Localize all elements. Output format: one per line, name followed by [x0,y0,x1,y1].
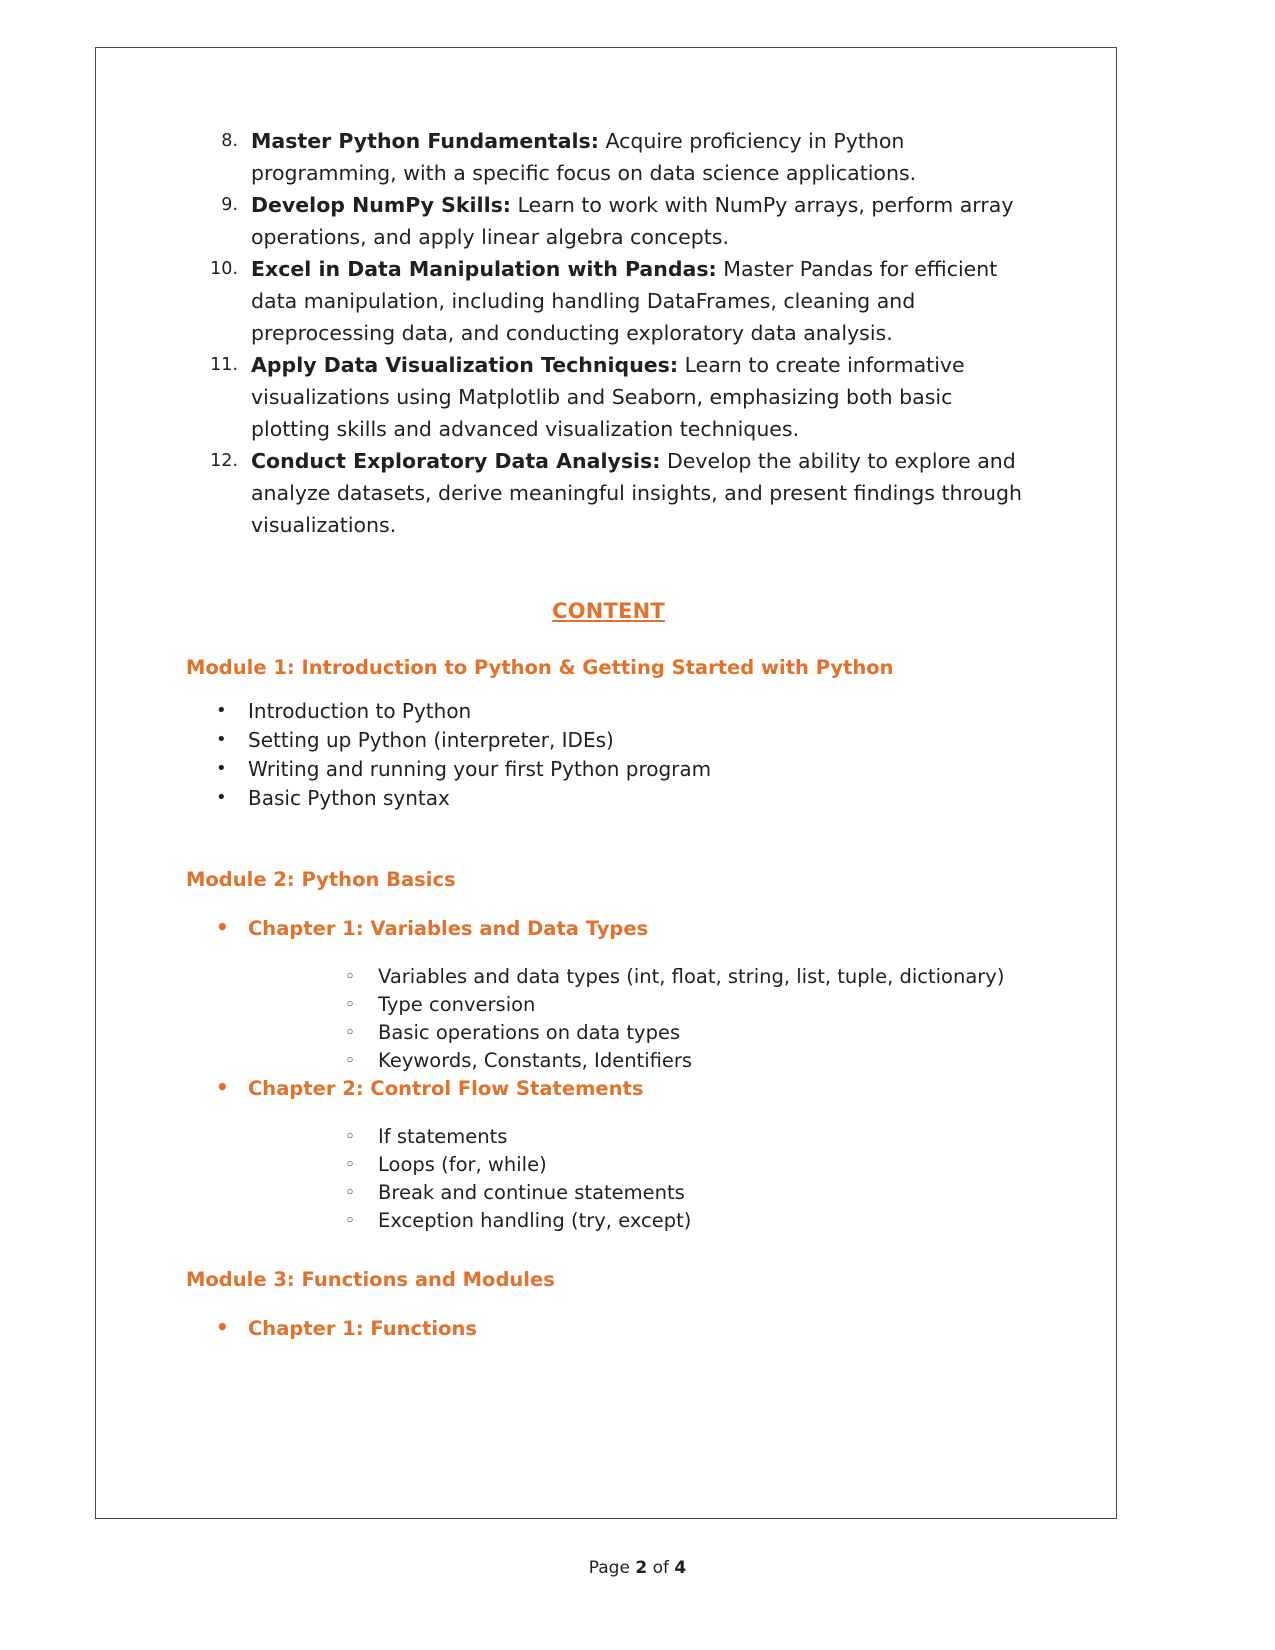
list-item [186,253,1031,349]
list-item: ◦ Variables and data types (int, float, string, list, tuple, dictionary) [248,963,1031,991]
content-section-heading: CONTENT [552,599,665,623]
module-2-title: Module 2: Python Basics [186,868,456,891]
list-item: • Introduction to Python [186,697,1031,726]
chapter-subitem-list [248,1123,1031,1235]
footer-prefix: Page [588,1558,636,1578]
list-item: ◦ Keywords, Constants, Identifiers [248,1047,1031,1075]
list-item-number: 10. [210,259,238,279]
list-item-lead: Apply Data Visualization Techniques: [251,353,679,377]
list-item: • Setting up Python (interpreter, IDEs) [186,726,1031,755]
list-item: ◦ Type conversion [248,991,1031,1019]
list-item-text: Learn to work with NumPy arrays, perform array operations, and apply linear algebra concepts. [251,193,1014,249]
list-item: ◦ Basic operations on data types [248,1019,1031,1047]
module-2-chapter-list [186,915,1031,1235]
list-item [186,349,1031,445]
list-item: • Writing and running your first Python program [186,755,1031,784]
list-item-lead: Excel in Data Manipulation with Pandas: [251,257,717,281]
list-item-text: Acquire proficiency in Python programming, with a specific focus on data science applications. [251,129,917,185]
list-item-number: 12. [210,451,238,471]
list-item [186,189,1031,253]
chapter-title: Chapter 1: Variables and Data Types [248,917,649,940]
list-item-lead: Develop NumPy Skills: [251,193,512,217]
module-3-title: Module 3: Functions and Modules [186,1268,555,1291]
list-item-lead: Conduct Exploratory Data Analysis: [251,449,661,473]
page-footer [0,1558,1275,1578]
list-item: ◦ If statements [248,1123,1031,1151]
module-1-title: Module 1: Introduction to Python & Getting Started with Python [186,656,894,679]
list-item-text: Master Pandas for efficient data manipulation, including handling DataFrames, cleaning and preprocessing data, and conducting exploratory data analysis. [251,257,998,345]
list-item: • Basic Python syntax [186,784,1031,813]
list-item-number: 8. [221,131,238,151]
module-1-bullet-list [186,697,1031,813]
chapter-item [186,915,1031,1075]
chapter-subitem-list [248,963,1031,1075]
chapter-title: Chapter 1: Functions [248,1317,477,1340]
footer-total-pages: 4 [674,1558,687,1578]
chapter-item [186,1315,1031,1343]
list-item-text: Develop the ability to explore and analyze datasets, derive meaningful insights, and present findings through visualizations. [251,449,1023,537]
list-item [186,125,1031,189]
list-item: ◦ Loops (for, while) [248,1151,1031,1179]
list-item: ◦ Exception handling (try, except) [248,1207,1031,1235]
footer-current-page: 2 [635,1558,648,1578]
chapter-title: Chapter 2: Control Flow Statements [248,1077,644,1100]
list-item [186,445,1031,541]
chapter-item [186,1075,1031,1235]
list-item-lead: Master Python Fundamentals: [251,129,599,153]
list-item: ◦ Break and continue statements [248,1179,1031,1207]
footer-middle: of [647,1558,675,1578]
list-item-number: 11. [210,355,238,375]
module-3-chapter-list [186,1315,1031,1343]
list-item-text: Learn to create informative visualizations using Matplotlib and Seaborn, emphasizing both basic plotting skills and advanced visualization techniques. [251,353,965,441]
list-item-number: 9. [221,195,238,215]
learning-objectives-list [186,125,1031,541]
page-content [186,125,1031,1343]
